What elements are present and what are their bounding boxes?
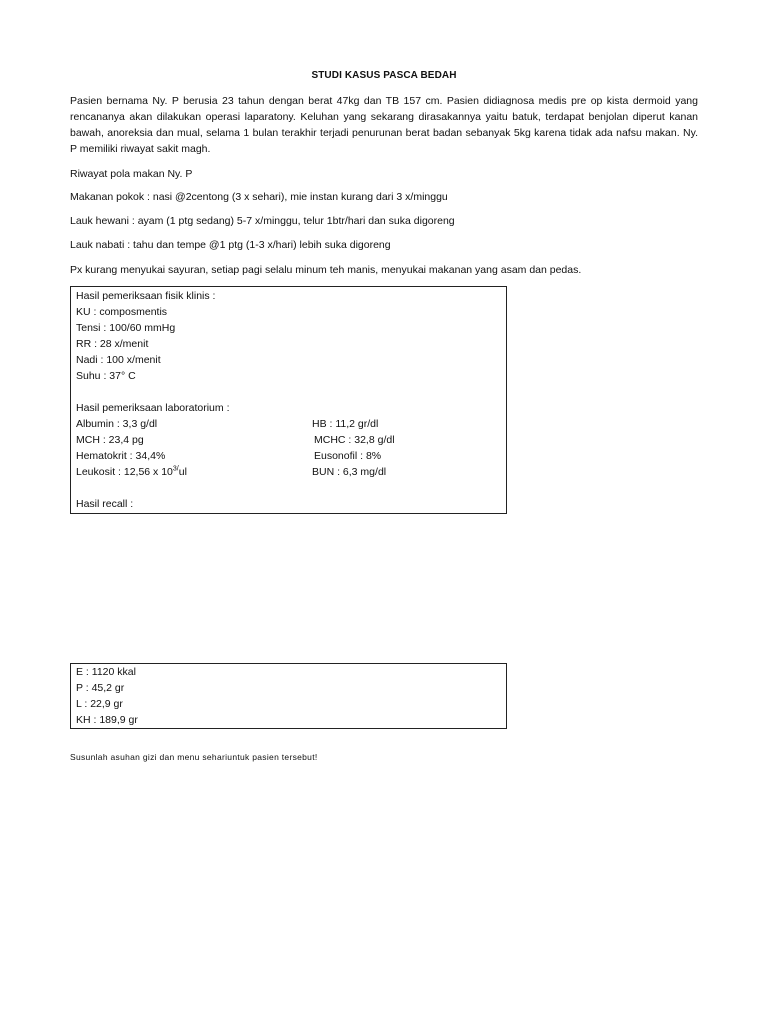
leukosit-value: [76, 466, 187, 478]
protein-line: P : 45,2 gr: [76, 682, 125, 694]
leukosit-suffix: ul: [178, 466, 187, 478]
blank-line: [76, 384, 506, 400]
plant-side-dish-line: Lauk nabati : tahu dan tempe @1 ptg (1-3 x/hari) lebih suka digoreng: [70, 239, 391, 251]
nadi-line: Nadi : 100 x/menit: [76, 354, 161, 366]
blank-line: [76, 480, 506, 496]
bun-value: BUN : 6,3 mg/dl: [312, 466, 387, 478]
fat-line: L : 22,9 gr: [76, 698, 123, 710]
energy-line: E : 1120 kkal: [76, 666, 136, 678]
recall-heading: Hasil recall :: [76, 498, 134, 510]
eusonofil-value: Eusonofil : 8%: [314, 450, 382, 462]
rr-line: RR : 28 x/menit: [76, 338, 149, 350]
albumin-value: Albumin : 3,3 g/dl: [76, 418, 158, 430]
staple-food-line: Makanan pokok : nasi @2centong (3 x sehari), mie instan kurang dari 3 x/minggu: [70, 191, 448, 203]
tensi-line: Tensi : 100/60 mmHg: [76, 322, 176, 334]
case-intro-paragraph: Pasien bernama Ny. P berusia 23 tahun dengan berat 47kg dan TB 157 cm. Pasien didiagnosa medis pre op kista dermoid yang rencananya akan dilakukan operasi laparatony. Keluhan yang sekarang dirasakannya yaitu batuk, terdapat benjolan diperut kanan bawah, anoreksia dan mual, selama 1 bulan terakhir terjadi penurunan berat badan sebanyak 5kg karena tidak ada nafsu makan. Ny. P memiliki riwayat sakit magh.: [70, 95, 698, 155]
eating-habits-line: Px kurang menyukai sayuran, setiap pagi selalu minum teh manis, menyukai makanan yang asam dan pedas.: [70, 264, 582, 276]
hb-value: HB : 11,2 gr/dl: [312, 418, 379, 430]
document-title: STUDI KASUS PASCA BEDAH: [311, 70, 457, 81]
carb-line: KH : 189,9 gr: [76, 714, 138, 726]
examination-box: [70, 286, 507, 514]
leukosit-exponent: 3/: [172, 465, 179, 473]
recall-results-box: [70, 663, 507, 729]
lab-exam-heading: Hasil pemeriksaan laboratorium :: [76, 402, 230, 414]
diet-history-heading: Riwayat pola makan Ny. P: [70, 168, 193, 180]
suhu-line: Suhu : 37° C: [76, 370, 136, 382]
leukosit-prefix: Leukosit : 12,56 x 10: [76, 466, 173, 478]
lab-row-2: [76, 432, 506, 448]
mch-value: MCH : 23,4 pg: [76, 434, 144, 446]
mchc-value: MCHC : 32,8 g/dl: [314, 434, 395, 446]
lab-row-4: [76, 464, 506, 480]
physical-exam-heading: Hasil pemeriksaan fisik klinis :: [76, 290, 216, 302]
animal-side-dish-line: Lauk hewani : ayam (1 ptg sedang) 5-7 x/minggu, telur 1btr/hari dan suka digoreng: [70, 215, 455, 227]
lab-row-1: [76, 416, 506, 432]
ku-line: KU : composmentis: [76, 306, 168, 318]
hematokrit-value: Hematokrit : 34,4%: [76, 450, 166, 462]
lab-row-3: [76, 448, 506, 464]
instruction-text: Susunlah asuhan gizi dan menu sehariuntuk pasien tersebut!: [70, 752, 318, 762]
